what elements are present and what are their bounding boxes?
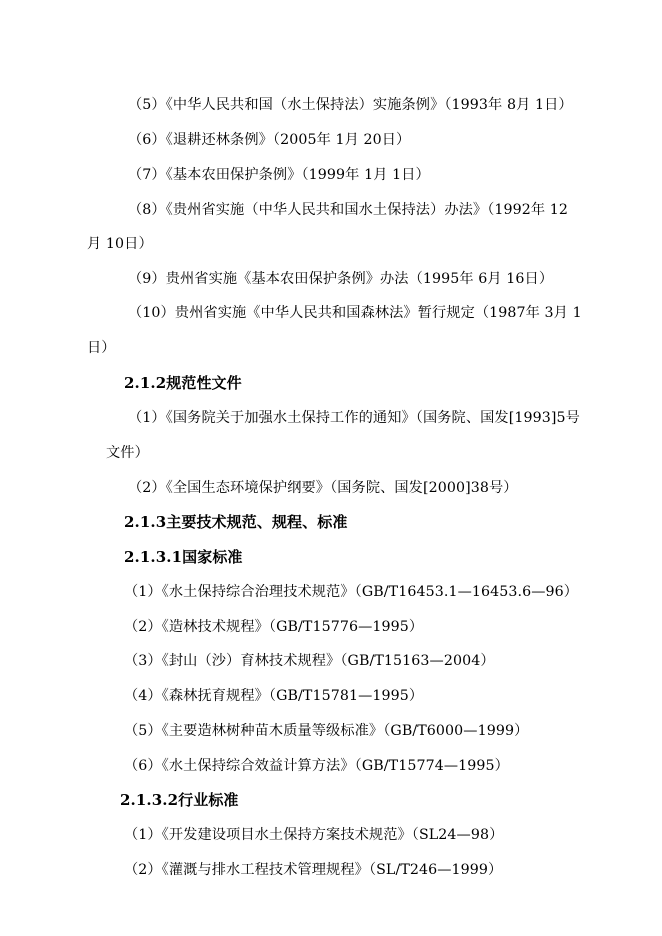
clause-text: （6）《退耕还林条例》（2005年 1月 20日）: [128, 132, 411, 148]
clause-text: （8）《贵州省实施（中华人民共和国水土保持法）办法》（1992年 12: [128, 202, 569, 218]
clause-text: （3）《封山（沙）育林技术规程》（GB/T15163—2004）: [124, 653, 495, 669]
clause-text: （5）《中华人民共和国（水土保持法）实施条例》（1993年 8月 1日）: [128, 97, 573, 113]
clause-text: （7）《基本农田保护条例》（1999年 1月 1日）: [128, 167, 430, 183]
section-heading-text: 2.1.3主要技术规范、规程、标准: [124, 513, 348, 531]
section-heading-text: 2.1.3.2行业标准: [120, 791, 239, 809]
clause-text: 月 10日）: [87, 236, 153, 252]
clause-text: 文件）: [106, 445, 149, 461]
clause-text: （9）贵州省实施《基本农田保护条例》办法（1995年 6月 16日）: [128, 271, 554, 287]
clause-text: （1）《水土保持综合治理技术规范》（GB/T16453.1—16453.6—96）: [124, 584, 579, 600]
clause-text: （2）《全国生态环境保护纲要》（国务院、国发[2000]38号）: [128, 480, 518, 496]
clause-text: （6）《水土保持综合效益计算方法》（GB/T15774—1995）: [124, 758, 509, 774]
clause-text: （10）贵州省实施《中华人民共和国森林法》暂行规定（1987年 3月 1: [128, 305, 582, 321]
clause-text: 日）: [87, 340, 116, 356]
section-heading-text: 2.1.2规范性文件: [124, 374, 242, 392]
section-heading-text: 2.1.3.1国家标准: [124, 548, 243, 566]
clause-text: （1）《开发建设项目水土保持方案技术规范》（SL24—98）: [124, 827, 504, 843]
clause-text: （1）《国务院关于加强水土保持工作的通知》（国务院、国发[1993]5号: [128, 410, 580, 426]
clause-text: （4）《森林抚育规程》（GB/T15781—1995）: [124, 688, 424, 704]
clause-text: （2）《造林技术规程》（GB/T15776—1995）: [124, 619, 424, 635]
clause-text: （5）《主要造林树种苗木质量等级标准》（GB/T6000—1999）: [124, 723, 529, 739]
clause-text: （2）《灌溉与排水工程技术管理规程》（SL/T246—1999）: [124, 862, 503, 878]
